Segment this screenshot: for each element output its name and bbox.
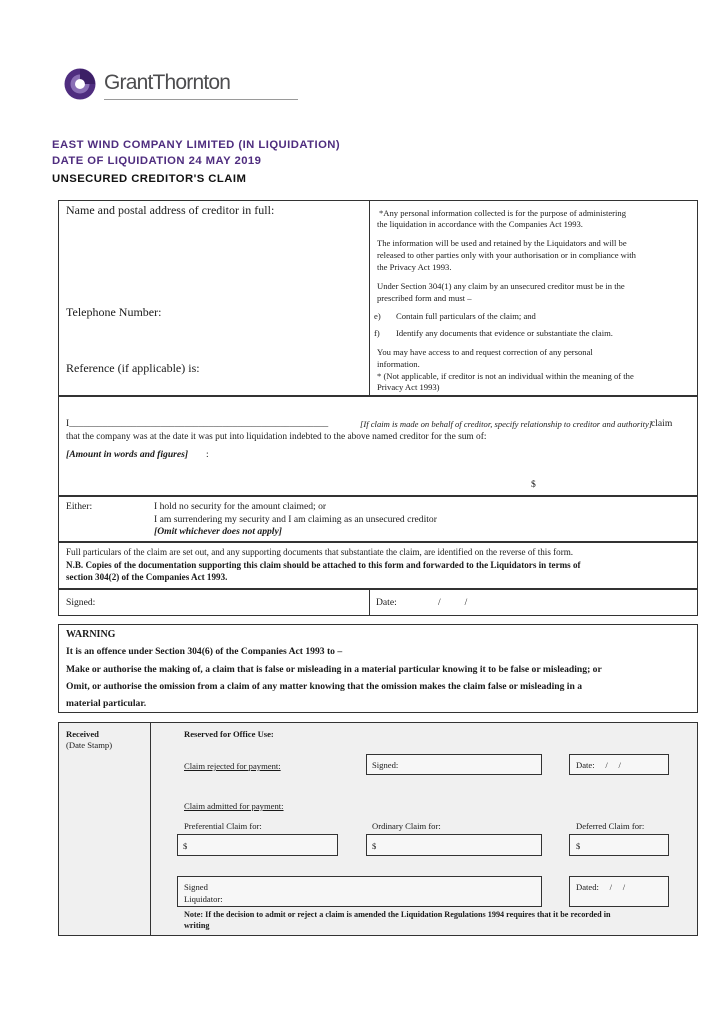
- warning-title: WARNING: [66, 629, 116, 640]
- either-label: Either:: [66, 501, 93, 512]
- company-name-heading: EAST WIND COMPANY LIMITED (IN LIQUIDATION): [52, 139, 341, 151]
- preferential-label: Preferential Claim for:: [184, 821, 262, 831]
- amount-colon: :: [206, 449, 209, 460]
- liquidator-signed-label: Signed: [184, 882, 208, 892]
- privacy-text: the Privacy Act 1993.: [377, 262, 452, 272]
- rejected-signed-label: Signed:: [372, 760, 399, 770]
- logo-underline: [104, 99, 298, 100]
- claim-section: [58, 396, 698, 496]
- privacy-text: Under Section 304(1) any claim by an unsecured creditor must be in the: [377, 281, 625, 291]
- reserved-label: Reserved for Office Use:: [184, 729, 274, 739]
- privacy-text: You may have access to and request correction of any personal: [377, 347, 593, 357]
- privacy-text: prescribed form and must –: [377, 293, 472, 303]
- office-note: Note: If the decision to admit or reject a claim is amended the Liquidation Regulations 1994 requires that it be recorded in: [184, 910, 611, 919]
- behalf-note: [If claim is made on behalf of creditor, specify relationship to creditor and authority]: [360, 419, 653, 429]
- particulars-text: Full particulars of the claim are set out, and any supporting documents that substantiate the claim, are identified on the reverse of this form.: [66, 547, 574, 557]
- privacy-text: information.: [377, 359, 420, 369]
- security-option-1: I hold no security for the amount claimed; or: [154, 501, 327, 512]
- reference-label: Reference (if applicable) is:: [66, 361, 200, 375]
- grant-thornton-logo: [64, 68, 239, 102]
- liquidation-date-heading: DATE OF LIQUIDATION 24 MAY 2019: [52, 155, 262, 167]
- date-stamp-label: (Date Stamp): [66, 740, 113, 750]
- column-divider: [369, 200, 370, 396]
- date-field[interactable]: / /: [438, 597, 468, 608]
- signed-field[interactable]: Signed:: [66, 597, 96, 608]
- preferential-amount-box[interactable]: [177, 834, 338, 856]
- omit-note: [Omit whichever does not apply]: [154, 526, 282, 537]
- privacy-text: The information will be used and retained by the Liquidators and will be: [377, 238, 627, 248]
- dollar-sign: $: [576, 841, 581, 851]
- received-label: Received: [66, 729, 99, 739]
- deferred-label: Deferred Claim for:: [576, 821, 645, 831]
- warning-text: Omit, or authorise the omission from a claim of any matter knowing that the omission makes the claim false or misleading in a: [66, 681, 583, 692]
- privacy-text: Privacy Act 1993): [377, 382, 440, 392]
- dated-label: Dated: / /: [576, 882, 626, 892]
- claim-word: claim: [651, 418, 673, 429]
- deferred-amount-box[interactable]: [569, 834, 669, 856]
- office-note: writing: [184, 921, 210, 930]
- office-column-divider: [150, 722, 151, 936]
- privacy-list-item: Contain full particulars of the claim; and: [396, 311, 536, 321]
- dollar-sign: $: [183, 841, 188, 851]
- logo-wordmark: GrantThornton: [104, 71, 231, 94]
- nb-text: N.B. Copies of the documentation supporting this claim should be attached to this form and forwarded to the Liquidators in terms of: [66, 560, 581, 570]
- list-marker: f): [374, 328, 380, 338]
- claim-admitted-label: Claim admitted for payment:: [184, 801, 284, 811]
- privacy-text: released to other parties only with your authorisation or in compliance with: [377, 250, 636, 260]
- grant-thornton-logo-icon: [64, 68, 96, 100]
- creditor-name-label: Name and postal address of creditor in full:: [66, 203, 275, 217]
- warning-text: Make or authorise the making of, a claim that is false or misleading in a material particular knowing it to be false or misleading; or: [66, 664, 602, 675]
- liquidator-signature-box[interactable]: [177, 876, 542, 907]
- rejected-date-label: Date: / /: [576, 760, 621, 770]
- ordinary-label: Ordinary Claim for:: [372, 821, 441, 831]
- form-title: UNSECURED CREDITOR'S CLAIM: [52, 173, 247, 185]
- date-label: Date:: [376, 597, 397, 608]
- dollar-sign: $: [531, 479, 536, 490]
- security-option-2: I am surrendering my security and I am claiming as an unsecured creditor: [154, 514, 437, 525]
- claimant-name-line: I______________________________________________________: [66, 418, 329, 429]
- privacy-text: the liquidation in accordance with the Companies Act 1993.: [377, 219, 583, 229]
- signature-divider: [369, 589, 370, 616]
- list-marker: e): [374, 311, 381, 321]
- nb-text: section 304(2) of the Companies Act 1993.: [66, 572, 228, 582]
- telephone-label: Telephone Number:: [66, 305, 162, 319]
- privacy-list-item: Identify any documents that evidence or substantiate the claim.: [396, 328, 613, 338]
- claim-rejected-label: Claim rejected for payment:: [184, 761, 281, 771]
- privacy-text: * (Not applicable, if creditor is not an individual within the meaning of the: [377, 371, 634, 381]
- liquidator-label: Liquidator:: [184, 894, 223, 904]
- dollar-sign: $: [372, 841, 377, 851]
- claim-sentence: that the company was at the date it was put into liquidation indebted to the above named creditor for the sum of:: [66, 432, 487, 442]
- amount-label: [Amount in words and figures]: [66, 449, 189, 460]
- privacy-text: *Any personal information collected is for the purpose of administering: [379, 208, 627, 218]
- warning-text: It is an offence under Section 304(6) of the Companies Act 1993 to –: [66, 646, 343, 657]
- ordinary-amount-box[interactable]: [366, 834, 542, 856]
- warning-text: material particular.: [66, 698, 147, 709]
